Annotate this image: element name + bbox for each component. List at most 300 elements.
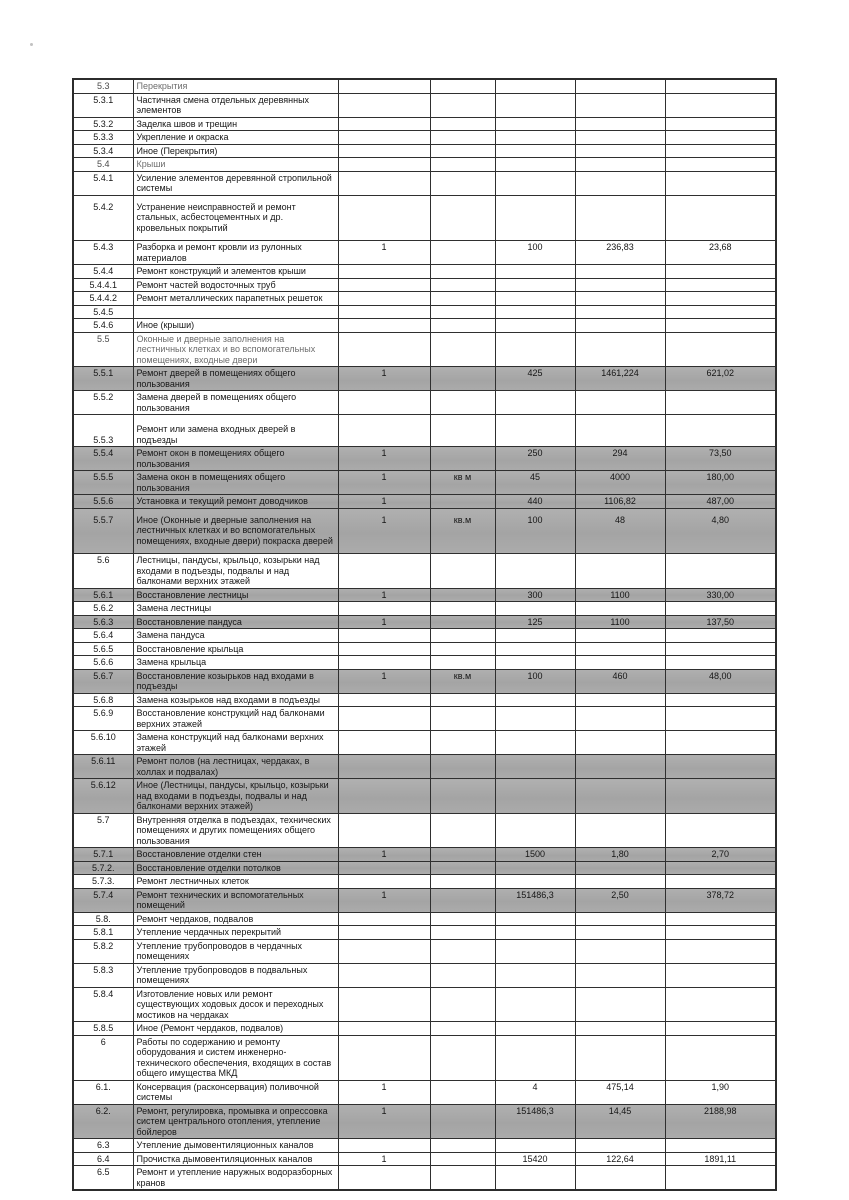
table-row (73, 195, 776, 241)
cell-total: 137,50 (665, 615, 776, 629)
cell-unit: кв.м (430, 669, 495, 693)
cell-item-number: 5.6.7 (73, 669, 133, 693)
cell-quantity (338, 131, 430, 145)
cell-total (665, 731, 776, 755)
table-row (73, 447, 776, 471)
cell-quantity: 1 (338, 367, 430, 391)
cell-volume (495, 319, 575, 333)
cell-price (575, 813, 665, 848)
cell-item-number: 5.5.5 (73, 471, 133, 495)
cell-quantity (338, 1166, 430, 1191)
cell-quantity (338, 693, 430, 707)
cell-quantity (338, 305, 430, 319)
cell-quantity (338, 779, 430, 814)
cell-unit (430, 117, 495, 131)
cell-total: 180,00 (665, 471, 776, 495)
cell-item-number: 5.3.3 (73, 131, 133, 145)
table-row (73, 1080, 776, 1104)
cell-unit (430, 319, 495, 333)
cell-volume (495, 1139, 575, 1153)
cell-item-number: 5.4 (73, 158, 133, 172)
cell-price (575, 158, 665, 172)
cell-unit (430, 195, 495, 241)
cell-unit (430, 1139, 495, 1153)
cell-work-description: Консервация (расконсервация) поливочной системы (133, 1080, 338, 1104)
cell-total (665, 1022, 776, 1036)
cell-unit (430, 292, 495, 306)
cell-volume: 1500 (495, 848, 575, 862)
table-row (73, 391, 776, 415)
cell-price (575, 642, 665, 656)
cell-volume: 4 (495, 1080, 575, 1104)
cell-volume: 100 (495, 508, 575, 554)
cell-item-number: 5.6.9 (73, 707, 133, 731)
cell-work-description: Усиление элементов деревянной стропильной системы (133, 171, 338, 195)
table-row (73, 848, 776, 862)
cell-quantity (338, 755, 430, 779)
table-row (73, 131, 776, 145)
cell-item-number: 5.8.4 (73, 987, 133, 1022)
cell-volume: 250 (495, 447, 575, 471)
cell-price (575, 861, 665, 875)
cell-price: 1100 (575, 588, 665, 602)
table-row (73, 987, 776, 1022)
cell-unit (430, 588, 495, 602)
cell-item-number: 5.4.5 (73, 305, 133, 319)
cell-price (575, 332, 665, 367)
cell-volume (495, 305, 575, 319)
table-row (73, 171, 776, 195)
cell-item-number: 6.2. (73, 1104, 133, 1139)
cell-item-number: 5.6.12 (73, 779, 133, 814)
cell-total (665, 158, 776, 172)
cell-total: 330,00 (665, 588, 776, 602)
table-row (73, 554, 776, 589)
cell-work-description: Восстановление крыльца (133, 642, 338, 656)
cell-price (575, 779, 665, 814)
works-table-body (73, 79, 776, 1190)
cell-item-number: 5.6.4 (73, 629, 133, 643)
table-row (73, 588, 776, 602)
cell-item-number: 5.5.7 (73, 508, 133, 554)
cell-price: 294 (575, 447, 665, 471)
cell-item-number: 5.6.2 (73, 602, 133, 616)
cell-unit (430, 79, 495, 93)
cell-unit (430, 848, 495, 862)
cell-volume (495, 131, 575, 145)
cell-item-number: 5.5.2 (73, 391, 133, 415)
cell-price (575, 926, 665, 940)
cell-unit (430, 131, 495, 145)
cell-work-description: Восстановление козырьков над входами в подъезды (133, 669, 338, 693)
table-row (73, 912, 776, 926)
table-row (73, 305, 776, 319)
cell-quantity (338, 332, 430, 367)
cell-item-number: 5.6.8 (73, 693, 133, 707)
cell-work-description: Ремонт лестничных клеток (133, 875, 338, 889)
table-row (73, 875, 776, 889)
table-row (73, 693, 776, 707)
table-row (73, 963, 776, 987)
cell-item-number: 5.6 (73, 554, 133, 589)
cell-item-number: 5.6.5 (73, 642, 133, 656)
cell-price (575, 755, 665, 779)
cell-volume (495, 779, 575, 814)
cell-item-number: 5.4.1 (73, 171, 133, 195)
cell-unit (430, 755, 495, 779)
cell-work-description: Восстановление пандуса (133, 615, 338, 629)
cell-price (575, 93, 665, 117)
cell-total (665, 963, 776, 987)
cell-quantity (338, 554, 430, 589)
cell-quantity (338, 861, 430, 875)
table-row (73, 1035, 776, 1080)
cell-quantity: 1 (338, 1080, 430, 1104)
cell-price (575, 693, 665, 707)
cell-quantity (338, 629, 430, 643)
cell-price (575, 415, 665, 447)
cell-quantity (338, 391, 430, 415)
cell-price (575, 987, 665, 1022)
cell-total (665, 79, 776, 93)
cell-work-description: Крыши (133, 158, 338, 172)
cell-total: 2188,98 (665, 1104, 776, 1139)
cell-item-number: 5.8.1 (73, 926, 133, 940)
cell-total: 1,90 (665, 1080, 776, 1104)
table-row (73, 939, 776, 963)
cell-item-number: 5.7 (73, 813, 133, 848)
cell-unit (430, 144, 495, 158)
cell-quantity (338, 171, 430, 195)
cell-quantity (338, 1022, 430, 1036)
cell-price (575, 707, 665, 731)
cell-item-number: 5.6.3 (73, 615, 133, 629)
cell-price (575, 963, 665, 987)
cell-volume (495, 1022, 575, 1036)
cell-price: 475,14 (575, 1080, 665, 1104)
cell-quantity (338, 707, 430, 731)
cell-quantity (338, 93, 430, 117)
cell-item-number: 5.3.4 (73, 144, 133, 158)
cell-unit (430, 813, 495, 848)
cell-unit (430, 265, 495, 279)
cell-total (665, 755, 776, 779)
cell-unit (430, 707, 495, 731)
cell-item-number: 5.3.2 (73, 117, 133, 131)
cell-total (665, 875, 776, 889)
cell-quantity (338, 656, 430, 670)
cell-item-number: 5.4.3 (73, 241, 133, 265)
cell-work-description: Ремонт чердаков, подвалов (133, 912, 338, 926)
cell-price (575, 875, 665, 889)
cell-quantity (338, 926, 430, 940)
cell-work-description: Прочистка дымовентиляционных каналов (133, 1152, 338, 1166)
cell-price (575, 629, 665, 643)
cell-unit (430, 693, 495, 707)
cell-work-description: Иное (Перекрытия) (133, 144, 338, 158)
cell-price (575, 554, 665, 589)
cell-total (665, 171, 776, 195)
cell-volume (495, 415, 575, 447)
cell-quantity: 1 (338, 508, 430, 554)
cell-quantity (338, 79, 430, 93)
cell-total (665, 1139, 776, 1153)
cell-unit (430, 278, 495, 292)
cell-volume (495, 987, 575, 1022)
cell-quantity (338, 731, 430, 755)
cell-quantity: 1 (338, 888, 430, 912)
cell-item-number: 5.4.4.2 (73, 292, 133, 306)
cell-quantity (338, 963, 430, 987)
table-row (73, 495, 776, 509)
cell-item-number: 6 (73, 1035, 133, 1080)
cell-item-number: 6.3 (73, 1139, 133, 1153)
cell-quantity (338, 292, 430, 306)
cell-work-description: Лестницы, пандусы, крыльцо, козырьки над входами в подъезды, подвалы и над балконами верхних этажей (133, 554, 338, 589)
cell-item-number: 5.8.5 (73, 1022, 133, 1036)
cell-work-description: Внутренняя отделка в подъездах, технических помещениях и других помещениях общего пользования (133, 813, 338, 848)
cell-item-number: 5.7.1 (73, 848, 133, 862)
cell-unit (430, 495, 495, 509)
cell-work-description: Работы по содержанию и ремонту оборудования и систем инженерно-технического обеспечения, входящих в состав общего имущества МКД (133, 1035, 338, 1080)
cell-unit: кв.м (430, 508, 495, 554)
cell-total (665, 861, 776, 875)
cell-volume (495, 195, 575, 241)
cell-work-description: Ремонт полов (на лестницах, чердаках, в холлах и подвалах) (133, 755, 338, 779)
cell-unit (430, 888, 495, 912)
cell-item-number: 5.6.11 (73, 755, 133, 779)
cell-total (665, 117, 776, 131)
cell-price (575, 1166, 665, 1191)
cell-price (575, 391, 665, 415)
cell-unit (430, 926, 495, 940)
cell-work-description: Перекрытия (133, 79, 338, 93)
cell-item-number: 5.5.3 (73, 415, 133, 447)
cell-quantity (338, 875, 430, 889)
cell-item-number: 5.5 (73, 332, 133, 367)
cell-volume: 440 (495, 495, 575, 509)
cell-unit: кв м (430, 471, 495, 495)
cell-item-number: 5.5.1 (73, 367, 133, 391)
table-row (73, 241, 776, 265)
cell-quantity (338, 265, 430, 279)
cell-total (665, 265, 776, 279)
cell-work-description: Разборка и ремонт кровли из рулонных материалов (133, 241, 338, 265)
cell-item-number: 6.5 (73, 1166, 133, 1191)
cell-volume (495, 861, 575, 875)
cell-volume (495, 93, 575, 117)
cell-unit (430, 912, 495, 926)
table-row (73, 1139, 776, 1153)
cell-volume (495, 391, 575, 415)
cell-total (665, 195, 776, 241)
works-table (72, 78, 777, 1191)
cell-unit (430, 415, 495, 447)
cell-total (665, 1166, 776, 1191)
table-row (73, 158, 776, 172)
cell-work-description: Ремонт или замена входных дверей в подъезды (133, 415, 338, 447)
cell-volume (495, 875, 575, 889)
cell-price (575, 117, 665, 131)
cell-total (665, 278, 776, 292)
cell-quantity (338, 602, 430, 616)
cell-quantity (338, 278, 430, 292)
cell-quantity: 1 (338, 241, 430, 265)
cell-work-description: Оконные и дверные заполнения на лестничных клетках и во вспомогательных помещениях, входные двери (133, 332, 338, 367)
cell-unit (430, 731, 495, 755)
table-row (73, 79, 776, 93)
cell-unit (430, 963, 495, 987)
cell-volume (495, 963, 575, 987)
cell-volume: 100 (495, 669, 575, 693)
cell-work-description: Утепление дымовентиляционных каналов (133, 1139, 338, 1153)
cell-unit (430, 554, 495, 589)
cell-work-description: Ремонт, регулировка, промывка и опрессовка систем центрального отопления, утепление бойлеров (133, 1104, 338, 1139)
cell-quantity (338, 912, 430, 926)
cell-work-description: Замена пандуса (133, 629, 338, 643)
cell-total (665, 779, 776, 814)
cell-total (665, 415, 776, 447)
table-row (73, 1166, 776, 1191)
cell-item-number: 5.5.4 (73, 447, 133, 471)
cell-quantity (338, 939, 430, 963)
cell-work-description (133, 305, 338, 319)
cell-work-description: Восстановление конструкций над балконами верхних этажей (133, 707, 338, 731)
table-row (73, 656, 776, 670)
cell-item-number: 5.7.4 (73, 888, 133, 912)
cell-total (665, 131, 776, 145)
cell-total (665, 656, 776, 670)
cell-total: 23,68 (665, 241, 776, 265)
cell-work-description: Ремонт технических и вспомогательных помещений (133, 888, 338, 912)
cell-unit (430, 987, 495, 1022)
cell-total: 487,00 (665, 495, 776, 509)
cell-volume (495, 265, 575, 279)
cell-price: 4000 (575, 471, 665, 495)
cell-price (575, 939, 665, 963)
cell-quantity: 1 (338, 615, 430, 629)
cell-unit (430, 1152, 495, 1166)
cell-item-number: 6.4 (73, 1152, 133, 1166)
cell-price (575, 144, 665, 158)
table-row (73, 1022, 776, 1036)
cell-work-description: Изготовление новых или ремонт существующих ходовых досок и переходных мостиков на чердаках (133, 987, 338, 1022)
table-row (73, 779, 776, 814)
cell-total (665, 332, 776, 367)
cell-item-number: 5.8. (73, 912, 133, 926)
cell-unit (430, 158, 495, 172)
table-row (73, 813, 776, 848)
cell-unit (430, 656, 495, 670)
cell-volume (495, 642, 575, 656)
cell-price: 236,83 (575, 241, 665, 265)
table-row (73, 615, 776, 629)
cell-volume (495, 1035, 575, 1080)
cell-unit (430, 602, 495, 616)
cell-quantity: 1 (338, 495, 430, 509)
cell-item-number: 5.7.2. (73, 861, 133, 875)
cell-work-description: Устранение неисправностей и ремонт стальных, асбестоцементных и др. кровельных покрытий (133, 195, 338, 241)
cell-work-description: Утепление трубопроводов в чердачных помещениях (133, 939, 338, 963)
cell-work-description: Утепление чердачных перекрытий (133, 926, 338, 940)
cell-price: 14,45 (575, 1104, 665, 1139)
cell-volume: 300 (495, 588, 575, 602)
table-row (73, 731, 776, 755)
cell-quantity (338, 117, 430, 131)
cell-total (665, 629, 776, 643)
cell-work-description: Ремонт и утепление наружных водоразборных кранов (133, 1166, 338, 1191)
cell-quantity (338, 1035, 430, 1080)
cell-work-description: Замена козырьков над входами в подъезды (133, 693, 338, 707)
cell-work-description: Утепление трубопроводов в подвальных помещениях (133, 963, 338, 987)
cell-volume (495, 554, 575, 589)
cell-quantity (338, 1139, 430, 1153)
cell-unit (430, 939, 495, 963)
cell-quantity (338, 158, 430, 172)
cell-price: 1106,82 (575, 495, 665, 509)
cell-volume (495, 813, 575, 848)
cell-unit (430, 1022, 495, 1036)
cell-price: 122,64 (575, 1152, 665, 1166)
table-row (73, 642, 776, 656)
cell-quantity: 1 (338, 848, 430, 862)
cell-price (575, 731, 665, 755)
cell-unit (430, 367, 495, 391)
cell-volume (495, 912, 575, 926)
cell-item-number: 5.6.1 (73, 588, 133, 602)
cell-item-number: 5.6.10 (73, 731, 133, 755)
cell-total: 48,00 (665, 669, 776, 693)
table-row (73, 707, 776, 731)
cell-price (575, 265, 665, 279)
cell-total (665, 93, 776, 117)
table-row (73, 319, 776, 333)
cell-work-description: Иное (Ремонт чердаков, подвалов) (133, 1022, 338, 1036)
cell-quantity: 1 (338, 447, 430, 471)
table-row (73, 669, 776, 693)
cell-total: 378,72 (665, 888, 776, 912)
cell-price (575, 1139, 665, 1153)
cell-total (665, 554, 776, 589)
cell-work-description: Ремонт металлических парапетных решеток (133, 292, 338, 306)
cell-unit (430, 1104, 495, 1139)
cell-total (665, 642, 776, 656)
cell-volume (495, 1166, 575, 1191)
cell-volume (495, 656, 575, 670)
cell-work-description: Установка и текущий ремонт доводчиков (133, 495, 338, 509)
table-row (73, 265, 776, 279)
cell-unit (430, 779, 495, 814)
cell-unit (430, 241, 495, 265)
cell-unit (430, 615, 495, 629)
cell-price (575, 656, 665, 670)
cell-item-number: 5.4.4.1 (73, 278, 133, 292)
cell-total (665, 391, 776, 415)
cell-quantity (338, 415, 430, 447)
cell-unit (430, 1035, 495, 1080)
cell-work-description: Иное (Оконные и дверные заполнения на лестничных клетках и во вспомогательных помещениях, входные двери) покраска дверей (133, 508, 338, 554)
cell-volume (495, 693, 575, 707)
table-row (73, 1152, 776, 1166)
cell-work-description: Ремонт дверей в помещениях общего пользования (133, 367, 338, 391)
cell-item-number: 5.3.1 (73, 93, 133, 117)
table-row (73, 755, 776, 779)
cell-volume: 151486,3 (495, 888, 575, 912)
cell-item-number: 5.4.4 (73, 265, 133, 279)
cell-price (575, 305, 665, 319)
cell-work-description: Ремонт частей водосточных труб (133, 278, 338, 292)
cell-volume: 425 (495, 367, 575, 391)
